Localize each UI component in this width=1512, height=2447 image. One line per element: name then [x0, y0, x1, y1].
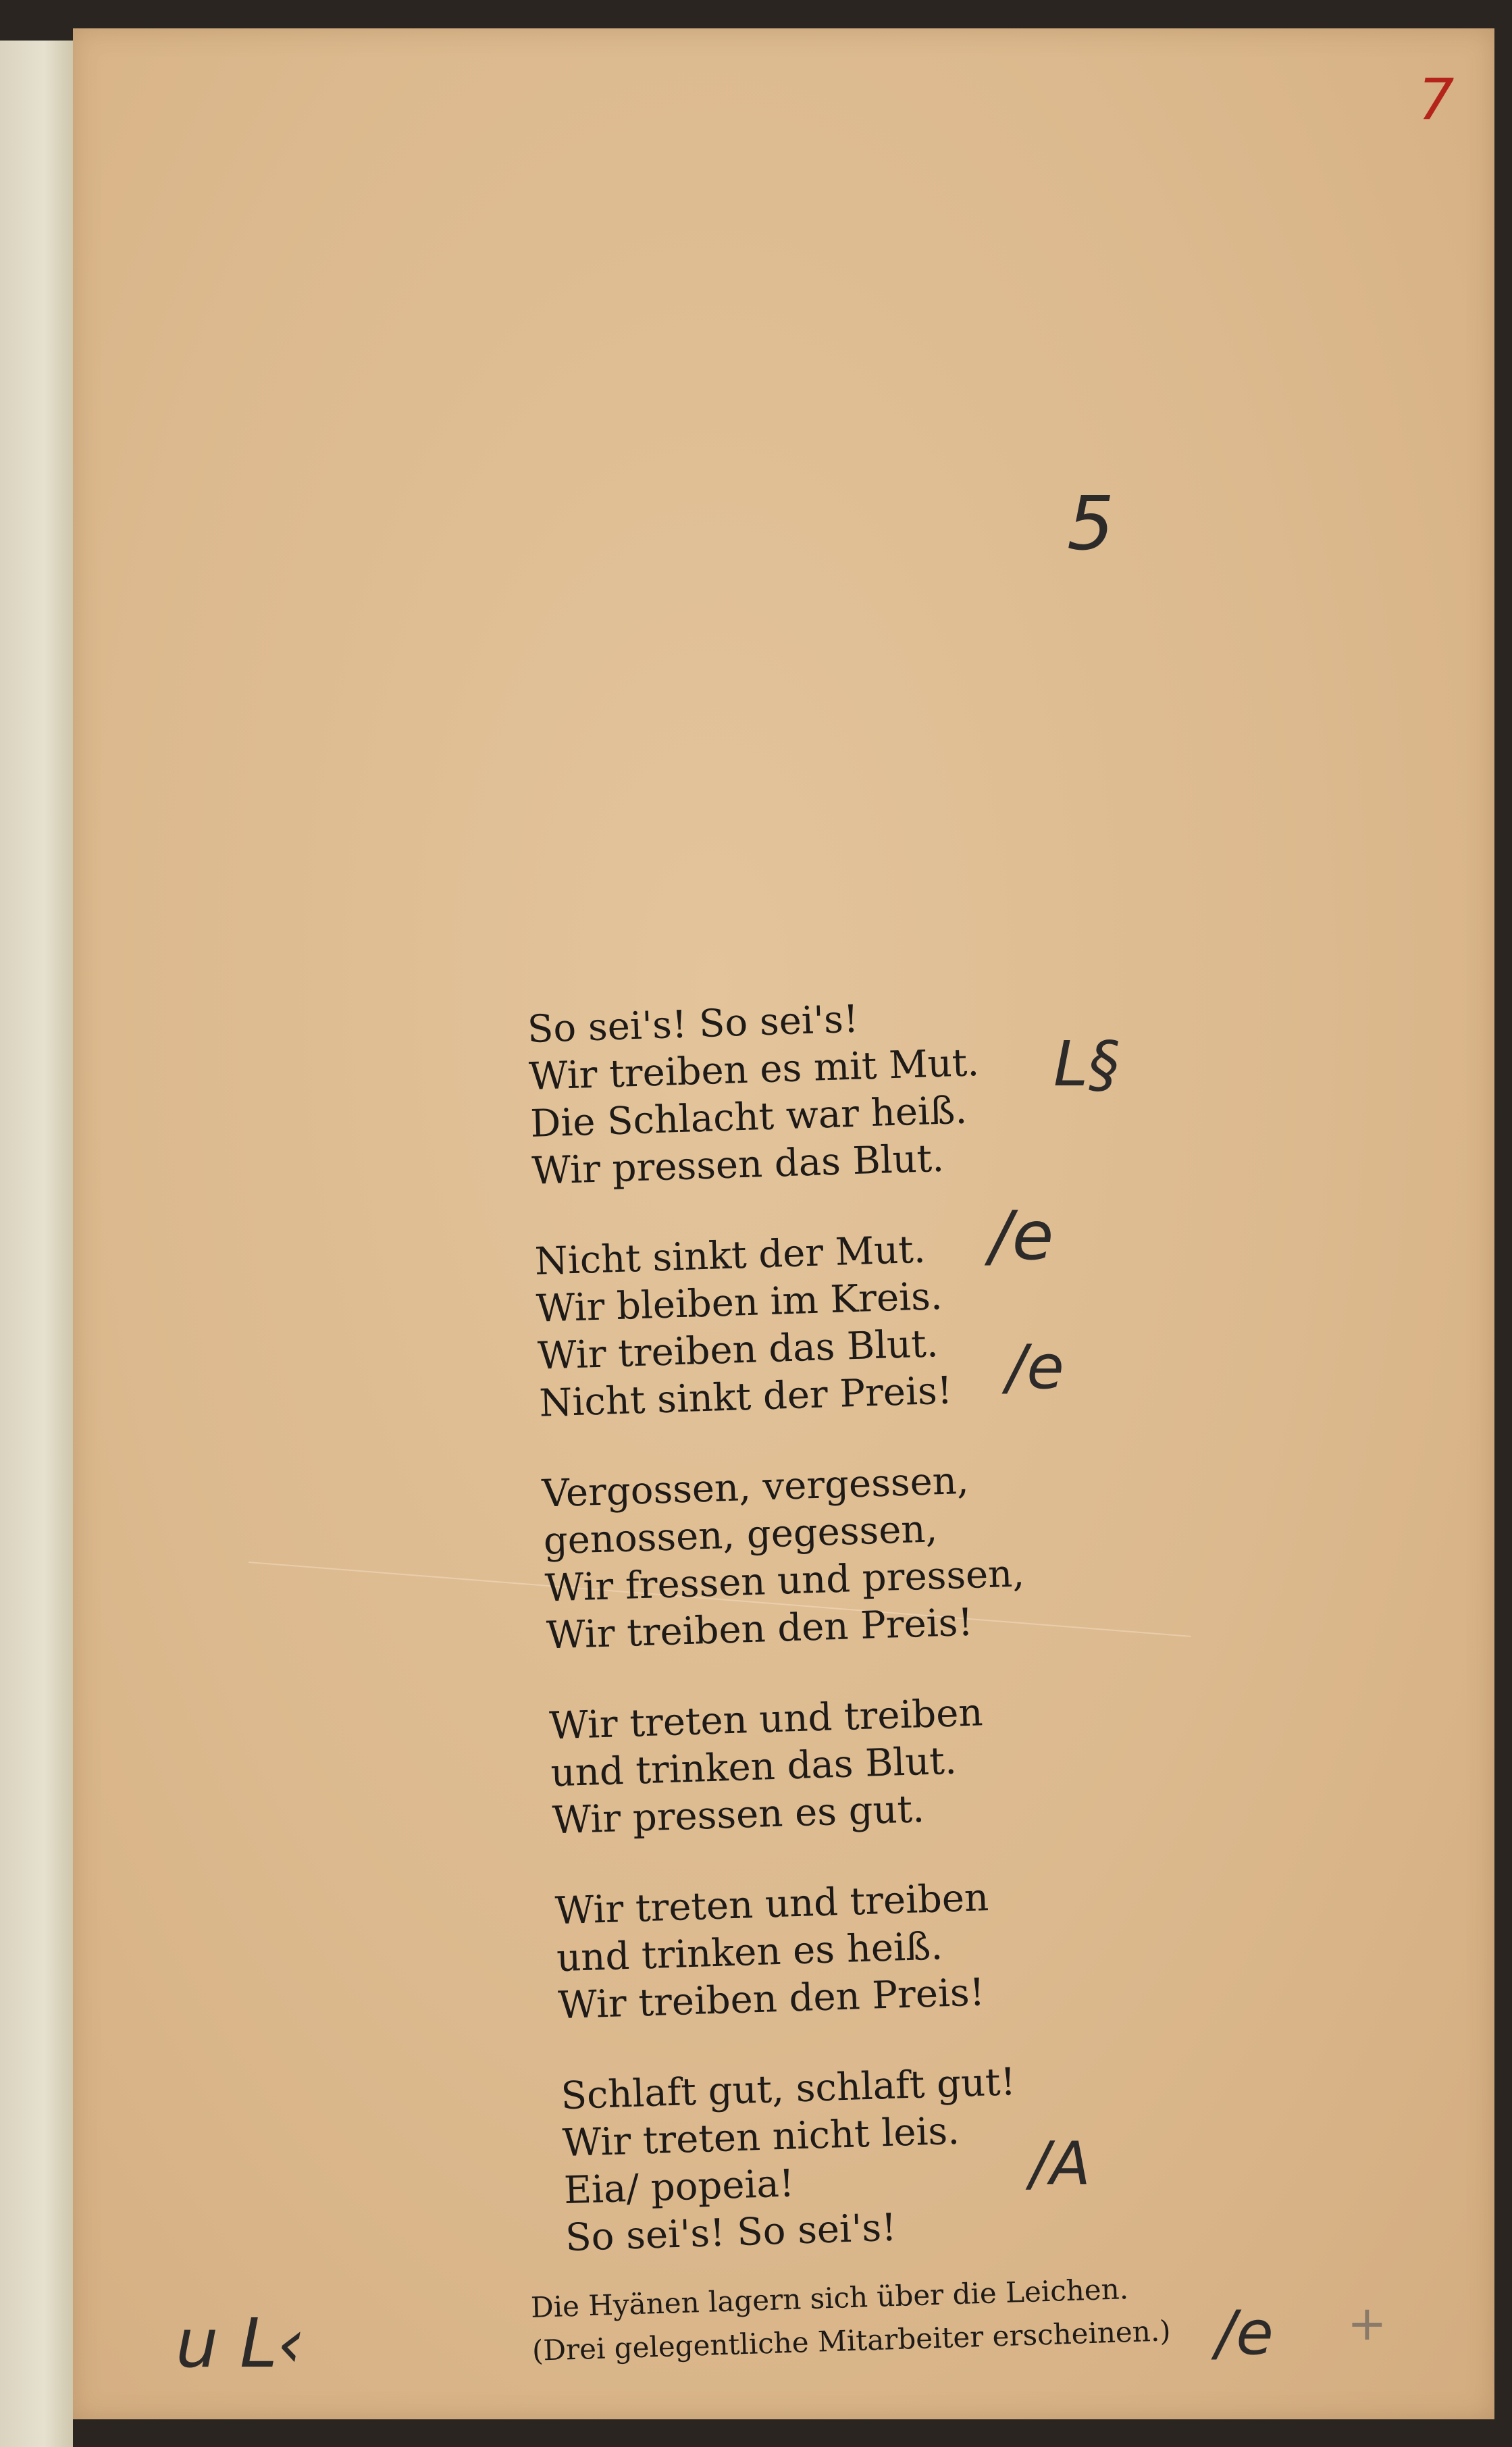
pencil-mark-bottom-right: /e — [1216, 2298, 1274, 2369]
stanza-1 — [527, 987, 1140, 1195]
verse-line: Eia/ popeia! — [563, 2161, 796, 2213]
verse-line: Die Schlacht war heiß. — [529, 1088, 968, 1146]
pencil-mark-a: /A — [1030, 2129, 1091, 2198]
verse-line: Wir treiben das Blut. — [537, 1322, 939, 1379]
verse-line: Wir treiben den Preis! — [557, 1970, 986, 2028]
verse-line: Vergossen, vergessen, — [541, 1458, 970, 1516]
stanza-6 — [561, 2054, 1174, 2262]
adjacent-page-edge — [0, 41, 73, 2447]
page-number: 7 — [1418, 66, 1455, 132]
verse-line: So sei's! So sei's! — [527, 997, 860, 1052]
stage-direction-line: (Drei gelegentliche Mitarbeiter erscheinen.) — [531, 2314, 1172, 2367]
pencil-mark-ls: L§ — [1053, 1028, 1120, 1100]
verse-line: und trinken das Blut. — [550, 1738, 958, 1796]
verse-line: Wir treten und treiben — [554, 1876, 989, 1934]
pencil-mark-e-2: /e — [1006, 1332, 1064, 1403]
pencil-mark-plus: + — [1347, 2296, 1387, 2351]
verse-line: und trinken es heiß. — [556, 1924, 944, 1981]
pencil-mark-5: 5 — [1067, 480, 1114, 567]
verse-line: Wir treten und treiben — [548, 1691, 984, 1749]
poem-body — [527, 987, 1175, 2305]
stanza-5 — [554, 1869, 1166, 2030]
verse-line: Nicht sinkt der Mut. — [533, 1227, 927, 1284]
stage-direction-line: Die Hyänen lagern sich über die Leichen. — [530, 2272, 1129, 2324]
verse-line: Wir pressen das Blut. — [531, 1136, 945, 1193]
verse-line: Wir treten nicht leis. — [561, 2109, 960, 2166]
pencil-mark-bottom-left: u L‹ — [176, 2304, 305, 2383]
stanza-2 — [534, 1220, 1147, 1428]
pencil-mark-e-1: /e — [989, 1196, 1054, 1275]
verse-line: Schlaft gut, schlaft gut! — [560, 2060, 1016, 2119]
verse-line: Wir fressen und pressen, — [544, 1551, 1025, 1611]
verse-line: Wir treiben den Preis! — [546, 1600, 974, 1658]
verse-line: So sei's! So sei's! — [565, 2205, 897, 2261]
verse-line: Wir bleiben im Kreis. — [536, 1274, 943, 1331]
verse-line: genossen, gegessen, — [542, 1507, 939, 1564]
verse-line: Wir pressen es gut. — [551, 1787, 925, 1843]
verse-line: Wir treiben es mit Mut. — [528, 1041, 980, 1099]
stanza-4 — [548, 1684, 1160, 1845]
verse-line: Nicht sinkt der Preis! — [538, 1368, 954, 1426]
stanza-3 — [542, 1451, 1155, 1659]
